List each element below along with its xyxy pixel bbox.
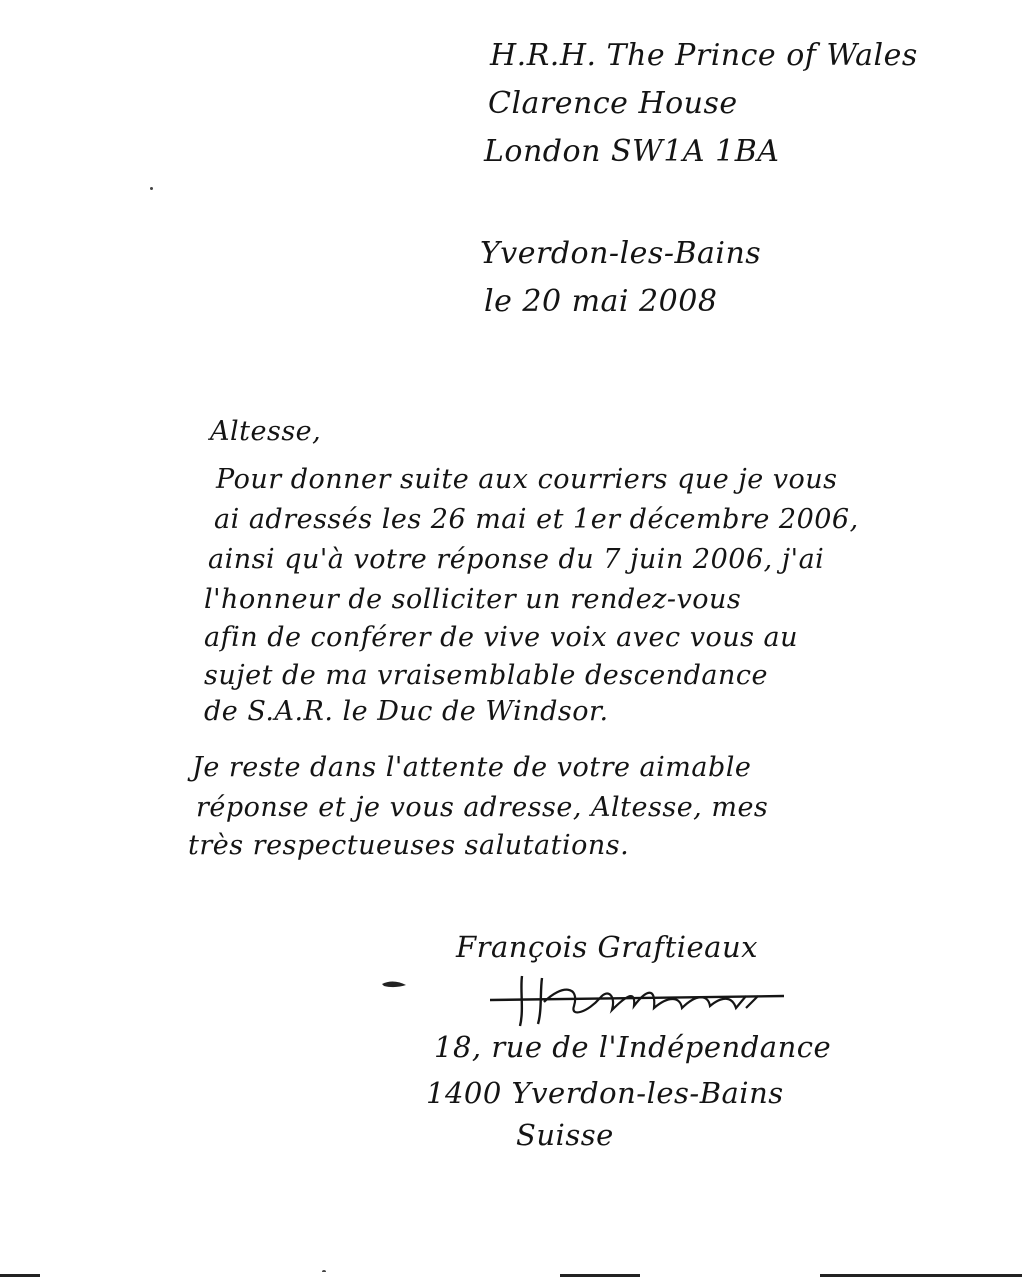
sender-street: 18, rue de l'Indépendance (434, 1030, 832, 1064)
sender-country: Suisse (516, 1118, 614, 1152)
ink-smudge (380, 978, 410, 990)
recipient-city: London SW1A 1BA (484, 134, 780, 169)
paragraph2-line: Je reste dans l'attente de votre aimable (192, 752, 752, 783)
paragraph1-line: l'honneur de solliciter un rendez-vous (204, 584, 742, 615)
paragraph1-line: afin de conférer de vive voix avec vous au (204, 622, 799, 653)
paragraph1-line: sujet de ma vraisemblable descendance (204, 660, 768, 691)
paragraph2-line: réponse et je vous adresse, Altesse, mes (196, 792, 769, 823)
handwritten-signature (484, 966, 794, 1032)
salutation: Altesse, (210, 416, 322, 447)
letter-place: Yverdon-les-Bains (480, 236, 762, 271)
sender-name: François Graftieaux (456, 930, 758, 964)
scan-edge-gap (40, 1272, 560, 1278)
paragraph1-line: Pour donner suite aux courriers que je vous (216, 464, 838, 495)
letter-date: le 20 mai 2008 (484, 284, 718, 319)
paragraph2-line: très respectueuses salutations. (188, 830, 630, 861)
sender-city: 1400 Yverdon-les-Bains (426, 1076, 784, 1110)
scan-edge-gap (640, 1272, 820, 1278)
recipient-name: H.R.H. The Prince of Wales (490, 38, 918, 73)
paragraph1-line: ainsi qu'à votre réponse du 7 juin 2006, j'ai (208, 544, 825, 575)
scan-speck (150, 187, 153, 190)
recipient-house: Clarence House (488, 86, 738, 121)
paragraph1-line: ai adressés les 26 mai et 1er décembre 2006, (214, 504, 859, 535)
paragraph1-line: de S.A.R. le Duc de Windsor. (204, 696, 609, 727)
